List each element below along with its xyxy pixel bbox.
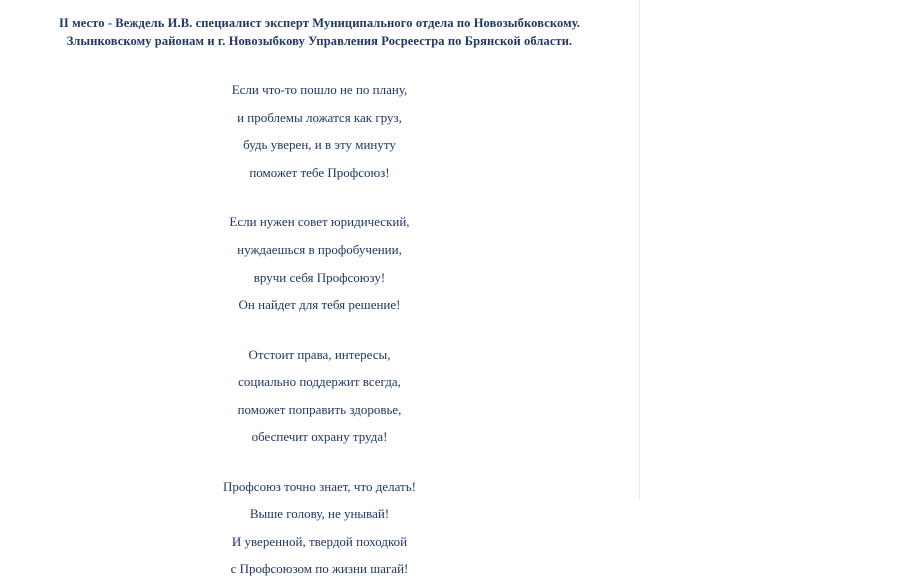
poem-line: поможет тебе Профсоюз! (249, 164, 390, 180)
poem-line: Профсоюз точно знает, что делать! (223, 478, 416, 494)
poem-line: Отстоит права, интересы, (248, 346, 391, 362)
right-empty-pane (640, 0, 900, 500)
poem-line: социально поддержит всегда, (238, 374, 401, 390)
poem-line: будь уверен, и в эту минуту (243, 137, 396, 153)
poem-body (30, 76, 609, 583)
document-heading: II место - Веждель И.В. специалист эксперт Муниципального отдела по Новозыбковскому. Злынковскому районам и г. Новозыбкову Управления Росреестра по Брянской области. (58, 16, 581, 49)
poem-line: и проблемы ложатся как груз, (237, 109, 402, 125)
poem-line: Он найдет для тебя решение! (238, 297, 401, 313)
poem-line: Если нужен совет юридический, (229, 214, 410, 230)
poem-stanza (30, 76, 609, 186)
poem-line: Если что-то пошло не по плану, (231, 82, 408, 98)
poem-stanza (30, 341, 609, 451)
poem-line: вручи себя Профсоюзу! (253, 269, 386, 285)
poem-line: И уверенной, твердой походкой (231, 533, 408, 549)
poem-line: с Профсоюзом по жизни шагай! (230, 561, 409, 577)
poem-line: нуждаешься в профобучении, (237, 241, 402, 257)
poem-line: обеспечит охрану труда! (251, 429, 388, 445)
poem-line: поможет поправить здоровье, (237, 401, 402, 417)
poem-stanza (30, 473, 609, 583)
poem-line: Выше голову, не унывай! (249, 506, 390, 522)
poem-stanza (30, 208, 609, 318)
